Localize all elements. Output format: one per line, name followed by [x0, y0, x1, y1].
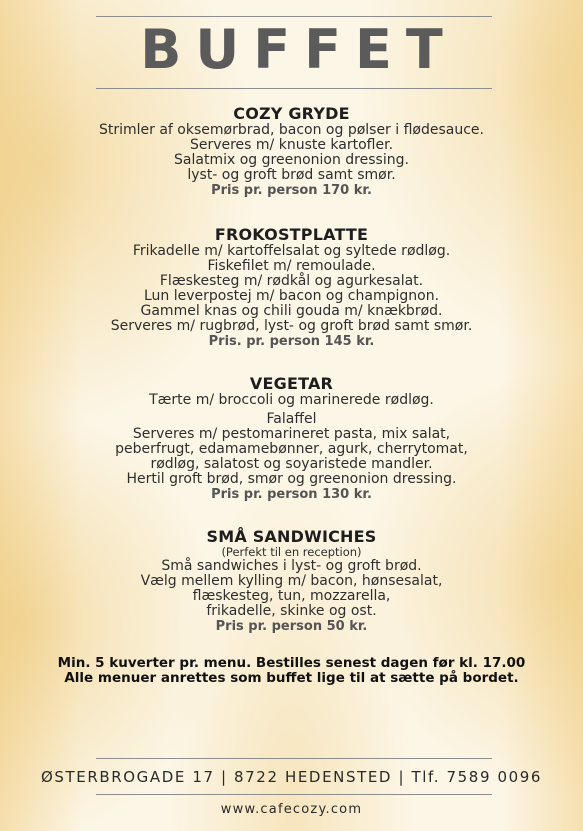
section-cozy-gryde: [0, 105, 583, 198]
section-price: Pris pr. person 130 kr.: [211, 487, 372, 502]
menu-line: Gammel knas og chili gouda m/ knækbrød.: [140, 303, 443, 319]
menu-line: Vælg mellem kylling m/ bacon, hønsesalat,: [140, 573, 443, 589]
section-price: Pris. pr. person 145 kr.: [208, 334, 375, 349]
section-title: SMÅ SANDWICHES: [206, 527, 377, 546]
menu-line: Serveres m/ pestomarineret pasta, mix salat,: [132, 426, 451, 442]
menu-line: Hertil groft brød, smør og greenonion dressing.: [126, 471, 457, 487]
menu-line: Serveres m/ knuste kartofler.: [189, 137, 394, 153]
title-rule: [96, 88, 492, 89]
address-line: ØSTERBROGADE 17 | 8722 HEDENSTED | Tlf. 7589 0096: [40, 768, 543, 786]
menu-line: Lun leverpostej m/ bacon og champignon.: [143, 288, 440, 304]
order-notes: [0, 656, 583, 686]
footer-rule-top: [96, 758, 492, 759]
section-price: Pris pr. person 50 kr.: [215, 619, 368, 634]
section-title: COZY GRYDE: [233, 104, 350, 123]
website-link[interactable]: www.cafecozy.com: [220, 802, 363, 817]
menu-line: rødløg, salatost og soyaristede mandler.: [150, 456, 433, 472]
section-title: FROKOSTPLATTE: [214, 225, 369, 244]
section-frokostplatte: [0, 226, 583, 349]
menu-line: Tærte m/ broccoli og marinerede rødløg.: [149, 392, 434, 408]
section-subtitle: (Perfekt til en reception): [221, 545, 362, 559]
section-vegetar: [0, 375, 583, 502]
order-note: Min. 5 kuverter pr. menu. Bestilles senest dagen før kl. 17.00: [57, 655, 526, 671]
menu-line: Fiskefilet m/ remoulade.: [207, 258, 376, 274]
section-price: Pris pr. person 170 kr.: [211, 183, 372, 198]
menu-title: BUFFET: [140, 18, 457, 81]
menu-line: Falaffel: [266, 411, 317, 427]
footer-rule-bottom: [96, 794, 492, 795]
menu-line: Serveres m/ rugbrød, lyst- og groft brød samt smør.: [110, 318, 473, 334]
top-rule: [96, 16, 492, 17]
menu-line: Små sandwiches i lyst- og groft brød.: [161, 558, 422, 574]
menu-line: peberfrugt, edamamebønner, agurk, cherrytomat,: [115, 441, 468, 457]
menu-line: Frikadelle m/ kartoffelsalat og syltede rødløg.: [132, 243, 451, 259]
menu-line: Strimler af oksemørbrad, bacon og pølser i flødesauce.: [98, 122, 484, 138]
menu-line: flæskesteg, tun, mozzarella,: [192, 588, 391, 604]
menu-line: Salatmix og greenonion dressing.: [174, 152, 409, 168]
menu-line: Flæskesteg m/ rødkål og agurkesalat.: [159, 273, 424, 289]
section-smaa-sandwiches: [0, 528, 583, 634]
menu-line: frikadelle, skinke og ost.: [206, 603, 377, 619]
order-note: Alle menuer anrettes som buffet lige til at sætte på bordet.: [64, 670, 519, 686]
section-title: VEGETAR: [249, 374, 334, 393]
menu-line: lyst- og groft brød samt smør.: [187, 167, 396, 183]
